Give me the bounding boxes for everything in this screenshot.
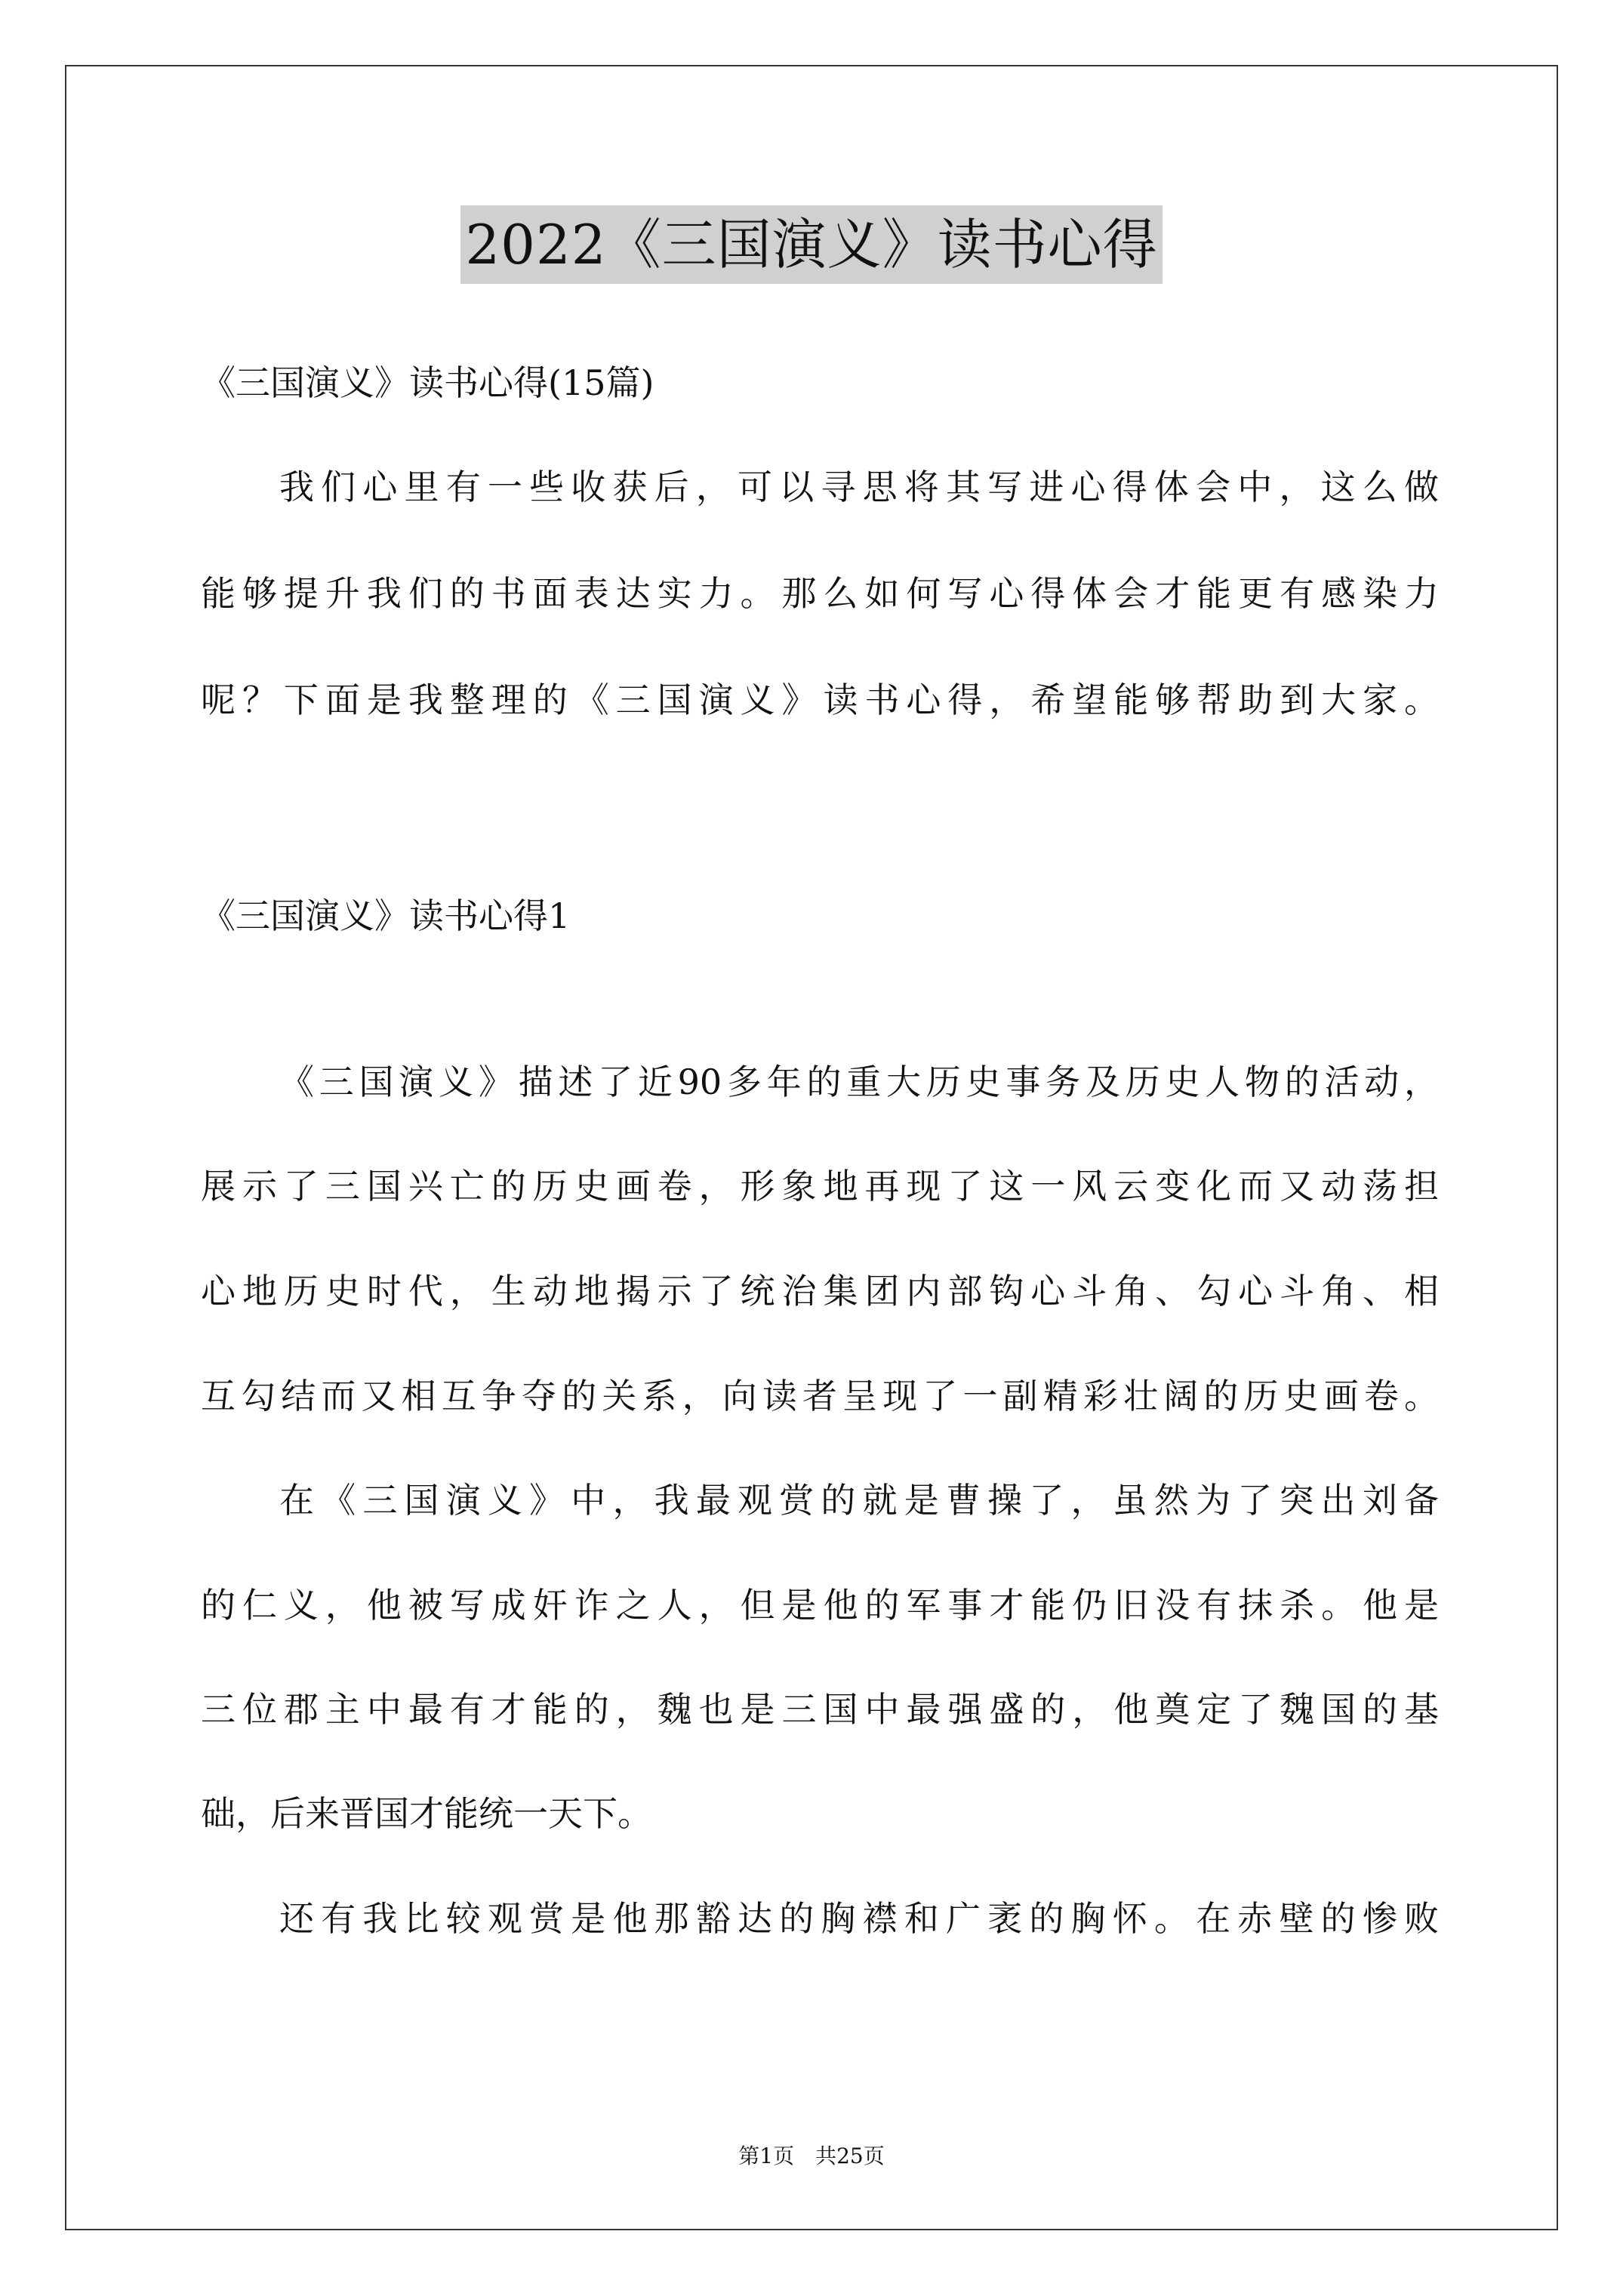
intro-line-3: 呢？下面是我整理的《三国演义》读书心得，希望能够帮助到大家。 — [201, 680, 1439, 720]
intro-line-1: 我们心里有一些收获后，可以寻思将其写进心得体会中，这么做 — [279, 467, 1439, 507]
intro-line-2: 能够提升我们的书面表达实力。那么如何写心得体会才能更有感染力 — [201, 573, 1439, 614]
paragraph2-line-1: 在《三国演义》中，我最观赏的就是曹操了，虽然为了突出刘备 — [279, 1480, 1439, 1521]
paragraph1-line-1: 《三国演义》描述了近90多年的重大历史事务及历史人物的活动， — [279, 1062, 1439, 1102]
paragraph1-line-4: 互勾结而又相互争夺的关系，向读者呈现了一副精彩壮阔的历史画卷。 — [201, 1376, 1439, 1416]
paragraph1-line-3: 心地历史时代，生动地揭示了统治集团内部钩心斗角、勾心斗角、相 — [201, 1271, 1439, 1311]
document-title: 2022《三国演义》读书心得 — [460, 205, 1162, 284]
paragraph3-line-1: 还有我比较观赏是他那豁达的胸襟和广袤的胸怀。在赤壁的惨败 — [279, 1898, 1439, 1939]
paragraph2-line-2: 的仁义，他被写成奸诈之人，但是他的军事才能仍旧没有抹杀。他是 — [201, 1585, 1439, 1626]
paragraph2-line-4: 础，后来晋国才能统一天下。 — [201, 1793, 652, 1834]
page-footer: 第1页 共25页 — [738, 2143, 885, 2168]
paragraph1-line-2: 展示了三国兴亡的历史画卷，形象地再现了这一风云变化而又动荡担 — [201, 1166, 1439, 1207]
paragraph2-line-3: 三位郡主中最有才能的，魏也是三国中最强盛的，他奠定了魏国的基 — [201, 1689, 1439, 1730]
section-heading: 《三国演义》读书心得1 — [201, 895, 571, 936]
title-container — [0, 205, 1623, 284]
document-subtitle: 《三国演义》读书心得(15篇) — [201, 362, 654, 403]
